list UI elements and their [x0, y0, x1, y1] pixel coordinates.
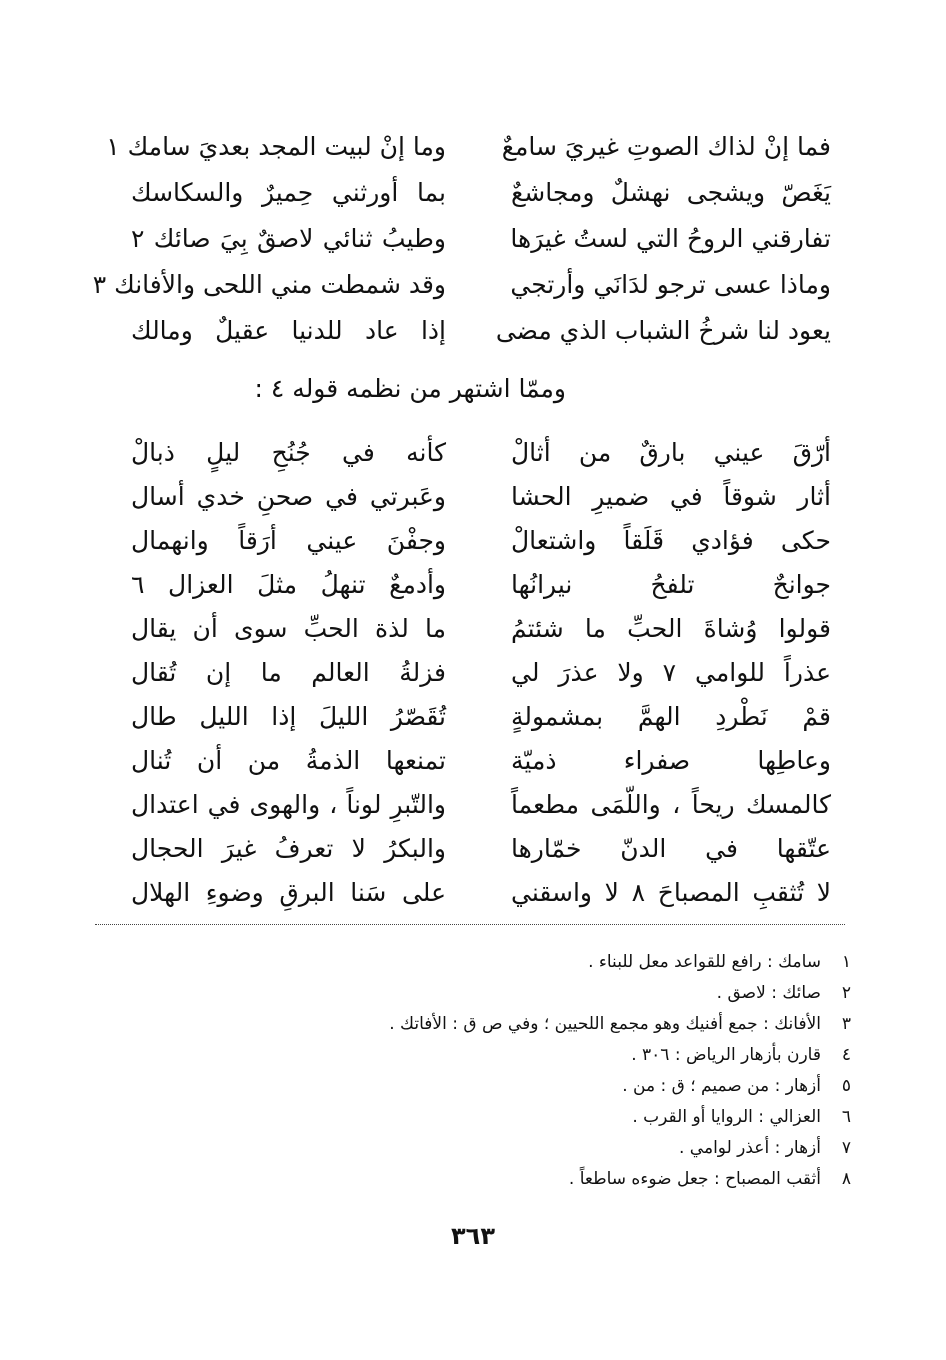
verse-row	[0, 606, 946, 652]
footnote-number: ١	[841, 952, 851, 972]
verse-first-hemistich: أثار شوقاً في ضميرِ الحشا	[511, 482, 831, 511]
verse-row	[0, 518, 946, 564]
verse-second-hemistich: ما لذة الحبِّ سوى أن يقال	[131, 614, 446, 643]
footnote-text: الأفانك : جمع أفنيك وهو مجمع اللحيين ؛ وفي ص ق : الأفاتك .	[389, 1014, 821, 1034]
verse-second-hemistich: والتّبرِ لوناً ، والهوى في اعتدال	[131, 790, 446, 819]
footnote-text: العزالي : الروايا أو القرب .	[632, 1107, 821, 1127]
footnote	[91, 1040, 851, 1070]
footnote-number: ٢	[841, 983, 851, 1003]
verse-row	[0, 826, 946, 872]
verse-row	[0, 738, 946, 784]
verse-second-hemistich: على سَنا البرقِ وضوءِ الهلال	[131, 878, 446, 907]
page-number: ٣٦٣	[451, 1222, 495, 1250]
verse-second-hemistich: وجفْنَ عيني أرَقاً وانهمال	[131, 526, 446, 555]
verse-row	[0, 430, 946, 476]
verse-first-hemistich: قولوا وُشاةَ الحبِّ ما شئتمُ	[511, 614, 831, 643]
verse-second-hemistich: بما أورثني حِميرٌ والسكاسك	[131, 178, 446, 207]
footnote-number: ٦	[841, 1107, 851, 1127]
footnote-text: أزهار : من صميم ؛ ق : من .	[622, 1076, 821, 1096]
verse-first-hemistich: كالمسك ريحاً ، واللّمَى مطعماً	[511, 790, 831, 819]
verse-first-hemistich: قمْ نَطْردِ الهمَّ بمشمولةٍ	[511, 702, 831, 731]
footnote	[91, 1071, 851, 1101]
verse-first-hemistich: لا تُثقبِ المصباحَ ٨ لا واسقني	[511, 878, 831, 907]
verse-row	[0, 474, 946, 520]
verse-first-hemistich: حكى فؤادي قَلَقاً واشتعالْ	[511, 526, 831, 555]
intro-text: وممّا اشتهر من نظمه قوله ٤ :	[254, 374, 566, 403]
verse-row	[0, 170, 946, 216]
verse-first-hemistich: وعاطِها صفراء ذميّة	[511, 746, 831, 775]
verse-row	[0, 562, 946, 608]
footnote	[91, 1102, 851, 1132]
footnote-divider	[95, 924, 845, 925]
verse-second-hemistich: إذا عاد للدنيا عقيلٌ ومالك	[131, 316, 446, 345]
verse-row	[0, 216, 946, 262]
verse-row	[0, 870, 946, 916]
footnote-number: ٨	[841, 1169, 851, 1189]
verse-first-hemistich: عذراً للوامي ٧ ولا عذرَ لي	[511, 658, 831, 687]
footnote	[91, 947, 851, 977]
footnote-number: ٧	[841, 1138, 851, 1158]
footnote-text: أثقب المصباح : جعل ضوءه ساطعاً .	[568, 1169, 821, 1189]
verse-first-hemistich: تفارقني الروحُ التي لستُ غيرَها	[510, 224, 831, 253]
verse-row	[0, 782, 946, 828]
verse-second-hemistich: وطيبُ ثنائي لاصقٌ بِيَ صائك ٢	[131, 224, 446, 253]
verse-row	[0, 262, 946, 308]
verse-row	[0, 124, 946, 170]
verse-second-hemistich: تُقَصّرُ الليلَ إذا الليل طال	[131, 702, 446, 731]
footnote-number: ٥	[841, 1076, 851, 1096]
verse-second-hemistich: وأدمعٌ تنهلُ مثلَ العزال ٦	[131, 570, 446, 599]
verse-second-hemistich: والبكرُ لا تعرفُ غيرَ الحجال	[131, 834, 446, 863]
verse-first-hemistich: عتّقها في الدنّ خمّارها	[511, 834, 831, 863]
footnote-text: أزهار : أعذر لوامي .	[679, 1138, 821, 1158]
footnote-text: صائك : لاصق .	[716, 983, 821, 1003]
verse-first-hemistich: أرّقَ عيني بارقٌ من أثالْ	[511, 438, 831, 467]
footnote	[91, 1133, 851, 1163]
verse-first-hemistich: يعود لنا شرخُ الشباب الذي مضى	[495, 316, 831, 345]
verse-second-hemistich: فزلةُ العالم ما إن تُقال	[131, 658, 446, 687]
footnote	[91, 978, 851, 1008]
footnote-number: ٤	[841, 1045, 851, 1065]
verse-first-hemistich: فما إنْ لذاك الصوتِ غيريَ سامعٌ	[501, 132, 831, 161]
verse-row	[0, 650, 946, 696]
verse-row	[0, 308, 946, 354]
verse-second-hemistich: وما إنْ لبيت المجد بعديَ سامك ١	[106, 132, 446, 161]
verse-first-hemistich: وماذا عسى ترجو لدَانَي وأرتجي	[510, 270, 831, 299]
footnote-text: سامك : رافع للقواعد معل للبناء .	[588, 952, 821, 972]
verse-row	[0, 694, 946, 740]
verse-first-hemistich: يَغَصّ ويشجى نهشلٌ ومجاشعٌ	[511, 178, 831, 207]
footnote	[91, 1009, 851, 1039]
footnote-number: ٣	[841, 1014, 851, 1034]
verse-second-hemistich: كأنه في جُنُحِ ليلٍ ذبالْ	[131, 438, 446, 467]
verse-second-hemistich: تمنعها الذمةُ من أن تُنال	[131, 746, 446, 775]
footnote	[91, 1164, 851, 1194]
verse-second-hemistich: وعَبرتي في صحنِ خدي أسال	[131, 482, 446, 511]
verse-second-hemistich: وقد شمطت مني اللحى والأفانك ٣	[92, 270, 446, 299]
footnote-text: قارن بأزهار الرياض : ٣٠٦ .	[631, 1045, 821, 1065]
verse-first-hemistich: جوانحٌ تلفحُ نيرانُها	[511, 570, 831, 599]
